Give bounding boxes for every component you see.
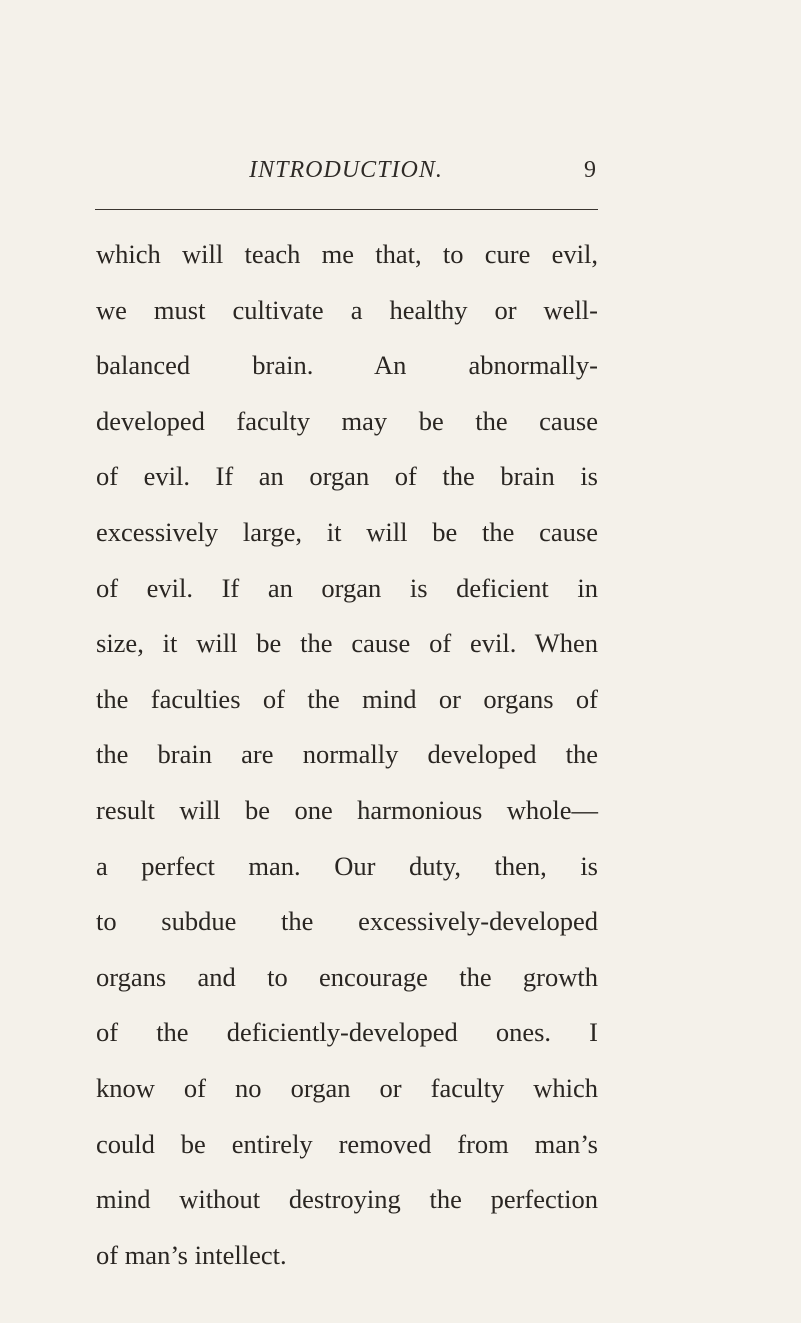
text-line: to subdue the excessively-developed <box>96 906 598 937</box>
text-line: which will teach me that, to cure evil, <box>96 239 598 269</box>
text-line: the faculties of the mind or organs of <box>96 683 598 714</box>
text-line: the brain are normally developed the <box>96 739 598 770</box>
text-line: of the deficiently-developed ones. I <box>96 1017 598 1048</box>
text-line: of evil. If an organ of the brain is <box>96 461 598 492</box>
running-title: INTRODUCTION. <box>249 157 443 183</box>
text-line: of evil. If an organ is deficient in <box>96 572 598 603</box>
text-line: balanced brain. An abnormally- <box>96 350 598 381</box>
text-line: result will be one harmonious whole— <box>96 794 598 825</box>
text-line: mind without destroying the perfection <box>96 1184 598 1215</box>
text-line: organs and to encourage the growth <box>96 961 598 992</box>
text-line: of man’s intellect. <box>96 1239 287 1270</box>
text-line: a perfect man. Our duty, then, is <box>96 850 598 881</box>
text-line: developed faculty may be the cause <box>96 405 598 436</box>
text-line: know of no organ or faculty which <box>96 1072 598 1103</box>
body-paragraph <box>96 227 598 1283</box>
text-line: excessively large, it will be the cause <box>96 516 598 547</box>
text-line: we must cultivate a healthy or well- <box>96 294 598 325</box>
header-rule <box>95 209 598 210</box>
running-head <box>96 150 596 190</box>
page-number: 9 <box>584 157 596 183</box>
text-line: size, it will be the cause of evil. When <box>96 628 598 659</box>
text-line: could be entirely removed from man’s <box>96 1128 598 1159</box>
